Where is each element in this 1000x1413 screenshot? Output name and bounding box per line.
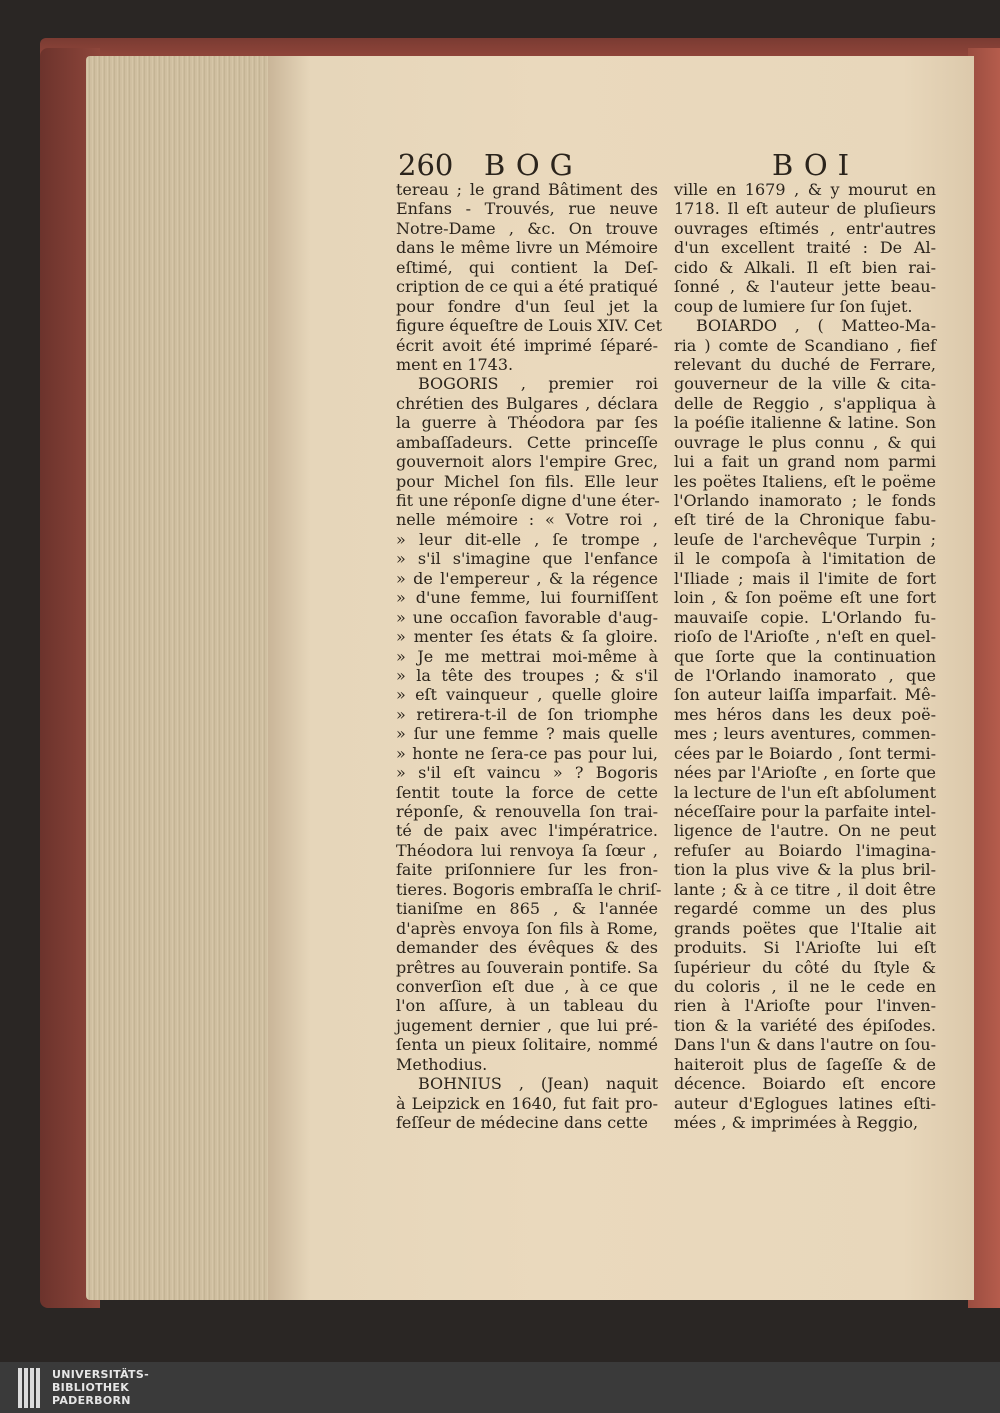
page-number: 260 <box>398 148 454 182</box>
text-line: coup de lumiere ſur ſon ſujet. <box>674 296 913 316</box>
text-line: gouverneur de la ville & cita- <box>674 374 936 394</box>
text-line: ſonné , & l'auteur jette beau- <box>674 277 936 297</box>
text-line: prêtres au ſouverain pontife. Sa <box>396 957 658 977</box>
text-line: ment en 1743. <box>396 354 514 374</box>
text-line: à Leipzick en 1640, fut fait pro- <box>396 1093 658 1113</box>
text-line: BOIARDO , ( Matteo-Ma- <box>696 316 936 336</box>
text-line: mées , & imprimées à Reggio, <box>674 1113 919 1132</box>
text-line: que ſorte que la continuation <box>674 646 936 666</box>
text-line: du coloris , il ne le cede en <box>674 976 936 996</box>
text-line: Théodora lui renvoya ſa ſœur , <box>396 840 658 860</box>
text-line: mauvaiſe copie. L'Orlando fu- <box>674 607 936 627</box>
text-line: auteur d'Eglogues latines eſti- <box>674 1093 936 1113</box>
library-name-line-2: BIBLIOTHEK <box>52 1381 130 1394</box>
text-line: la poéſie italienne & latine. Son <box>674 413 936 433</box>
right-text-column <box>674 180 936 1132</box>
library-footer <box>0 1362 1000 1413</box>
text-line: décence. Boiardo eſt encore <box>674 1074 936 1094</box>
text-line: demander des évêques & des <box>396 938 658 958</box>
text-line: » Je me mettrai moi-même à <box>396 646 658 666</box>
text-line: nelle mémoire : « Votre roi , <box>396 510 658 530</box>
text-line: haiteroit plus de ſageſſe & de <box>674 1054 936 1074</box>
text-line: lui a fait un grand nom parmi <box>674 452 936 472</box>
text-line: ouvrage le plus connu , & qui <box>674 432 936 452</box>
library-name <box>52 1368 149 1407</box>
text-line: tieres. Bogoris embraſſa le chriſ- <box>396 879 662 899</box>
running-head-left: BOG <box>484 148 583 182</box>
library-name-line-1: UNIVERSITÄTS- <box>52 1368 149 1381</box>
text-line: lante ; & à ce titre , il doit être <box>674 879 936 899</box>
text-line: ſon auteur laiſſa imparfait. Mê- <box>674 685 936 705</box>
text-line: les poëtes Italiens, eſt le poëme <box>674 471 936 491</box>
text-line: loin , & ſon poëme eſt une fort <box>674 588 936 608</box>
text-line: ville en 1679 , & y mourut en <box>674 180 936 199</box>
text-line: » de l'empereur , & la régence <box>396 568 658 588</box>
text-line: » menter ſes états & ſa gloire. <box>396 627 658 647</box>
text-line: té de paix avec l'impératrice. <box>396 821 658 841</box>
text-line: d'après envoya ſon fils à Rome, <box>396 918 658 938</box>
text-line: cription de ce qui a été pratiqué <box>396 277 658 297</box>
text-line: delle de Reggio , s'appliqua à <box>674 393 936 413</box>
text-line: écrit avoit été imprimé ſéparé- <box>396 335 658 355</box>
text-line: tion la plus vive & la plus bril- <box>674 860 936 880</box>
text-line: nées par l'Arioſte , en ſorte que <box>674 763 936 783</box>
library-logo-icon <box>18 1368 40 1408</box>
text-line: BOHNIUS , (Jean) naquit <box>418 1074 658 1094</box>
text-line: l'on aſſure, à un tableau du <box>396 996 658 1016</box>
text-line: pour Michel ſon fils. Elle leur <box>396 471 658 491</box>
text-line: produits. Si l'Arioſte lui eſt <box>674 938 936 958</box>
text-line: figure équeſtre de Louis XIV. Cet <box>396 316 663 336</box>
text-line: Enfans - Trouvés, rue neuve <box>396 199 658 219</box>
text-line: fit une réponſe digne d'une éter- <box>396 491 660 510</box>
text-line: tianiſme en 865 , & l'année <box>396 899 658 919</box>
running-head-right: BOI <box>772 148 860 182</box>
text-line: néceſſaire pour la parfaite intel- <box>674 802 936 821</box>
text-line: » eſt vainqueur , quelle gloire <box>396 685 658 705</box>
text-line: » s'il s'imagine que l'enfance <box>396 549 658 569</box>
text-line: ambaſſadeurs. Cette princeſſe <box>396 432 658 452</box>
text-line: chrétien des Bulgares , déclara <box>396 393 658 413</box>
text-line: ſupérieur du côté du ſtyle & <box>674 957 936 977</box>
text-line: de l'Orlando inamorato , que <box>674 665 936 685</box>
left-text-column <box>396 180 663 1132</box>
text-line: cido & Alkali. Il eſt bien rai- <box>674 257 936 277</box>
text-line: d'un excellent traité : De Al- <box>674 238 936 258</box>
text-line: la lecture de l'un eſt abſolument <box>674 782 936 802</box>
text-line: jugement dernier , que lui pré- <box>396 1015 658 1035</box>
text-line: regardé comme un des plus <box>674 899 936 919</box>
page-stack-edge <box>86 56 268 1300</box>
text-line: » s'il eſt vaincu » ? Bogoris <box>396 763 658 783</box>
text-line: ſenta un pieux ſolitaire, nommé <box>396 1035 658 1055</box>
text-line: pour fondre d'un ſeul jet la <box>396 296 658 316</box>
text-line: ſentit toute la force de cette <box>396 782 658 802</box>
text-line: refuſer au Boiardo l'imagina- <box>674 840 936 860</box>
text-line: eſt tiré de la Chronique fabu- <box>674 510 936 530</box>
text-line: 1718. Il eſt auteur de pluſieurs <box>674 199 936 219</box>
text-line: ria ) comte de Scandiano , fief <box>674 335 936 355</box>
text-line: rien à l'Arioſte pour l'inven- <box>674 996 936 1016</box>
text-line: réponſe, & renouvella ſon trai- <box>396 802 658 821</box>
text-line: relevant du duché de Ferrare, <box>674 354 936 374</box>
text-line: grands poëtes que l'Italie ait <box>674 918 936 938</box>
text-line: eſtimé, qui contient la Deſ- <box>396 257 658 277</box>
text-line: l'Orlando inamorato ; le fonds <box>674 491 936 510</box>
text-line: la guerre à Théodora par ſes <box>396 413 658 433</box>
text-line: dans le même livre un Mémoire <box>396 238 658 258</box>
text-line: il le compoſa à l'imitation de <box>674 549 936 569</box>
text-line: » ſur une femme ? mais quelle <box>396 724 658 744</box>
text-line: » la tête des troupes ; & s'il <box>396 665 658 685</box>
library-name-line-3: PADERBORN <box>52 1394 131 1407</box>
text-line: mes ; leurs aventures, commen- <box>674 724 936 744</box>
text-line: converſion eſt due , à ce que <box>396 976 658 996</box>
text-line: Methodius. <box>396 1054 488 1074</box>
text-line: tereau ; le grand Bâtiment des <box>396 180 658 199</box>
text-line: leuſe de l'archevêque Turpin ; <box>674 529 936 549</box>
text-line: » d'une femme, lui fourniſſent <box>396 588 658 608</box>
text-line: » une occaſion favorable d'aug- <box>396 607 658 627</box>
text-line: faite priſonniere ſur les fron- <box>396 860 658 880</box>
text-line: » leur dit-elle , ſe trompe , <box>396 529 658 549</box>
text-line: mes héros dans les deux poë- <box>674 704 936 724</box>
text-line: cées par le Boiardo , ſont termi- <box>674 743 936 763</box>
text-line: gouvernoit alors l'empire Grec, <box>396 452 658 472</box>
text-line: l'Iliade ; mais il l'imite de fort <box>674 568 936 588</box>
text-line: tion & la variété des épiſodes. <box>674 1015 936 1035</box>
text-line: » honte ne ſera-ce pas pour lui, <box>396 743 658 763</box>
text-line: Dans l'un & dans l'autre on ſou- <box>674 1035 936 1055</box>
text-line: Notre-Dame , &c. On trouve <box>396 218 658 238</box>
text-line: rioſo de l'Arioſte , n'eſt en quel- <box>674 627 936 647</box>
text-line: ouvrages eſtimés , entr'autres <box>674 218 936 238</box>
text-line: ligence de l'autre. On ne peut <box>674 821 936 841</box>
text-line: » retirera-t-il de ſon triomphe <box>396 704 658 724</box>
text-line: BOGORIS , premier roi <box>418 374 658 394</box>
text-line: feſſeur de médecine dans cette <box>396 1113 648 1132</box>
